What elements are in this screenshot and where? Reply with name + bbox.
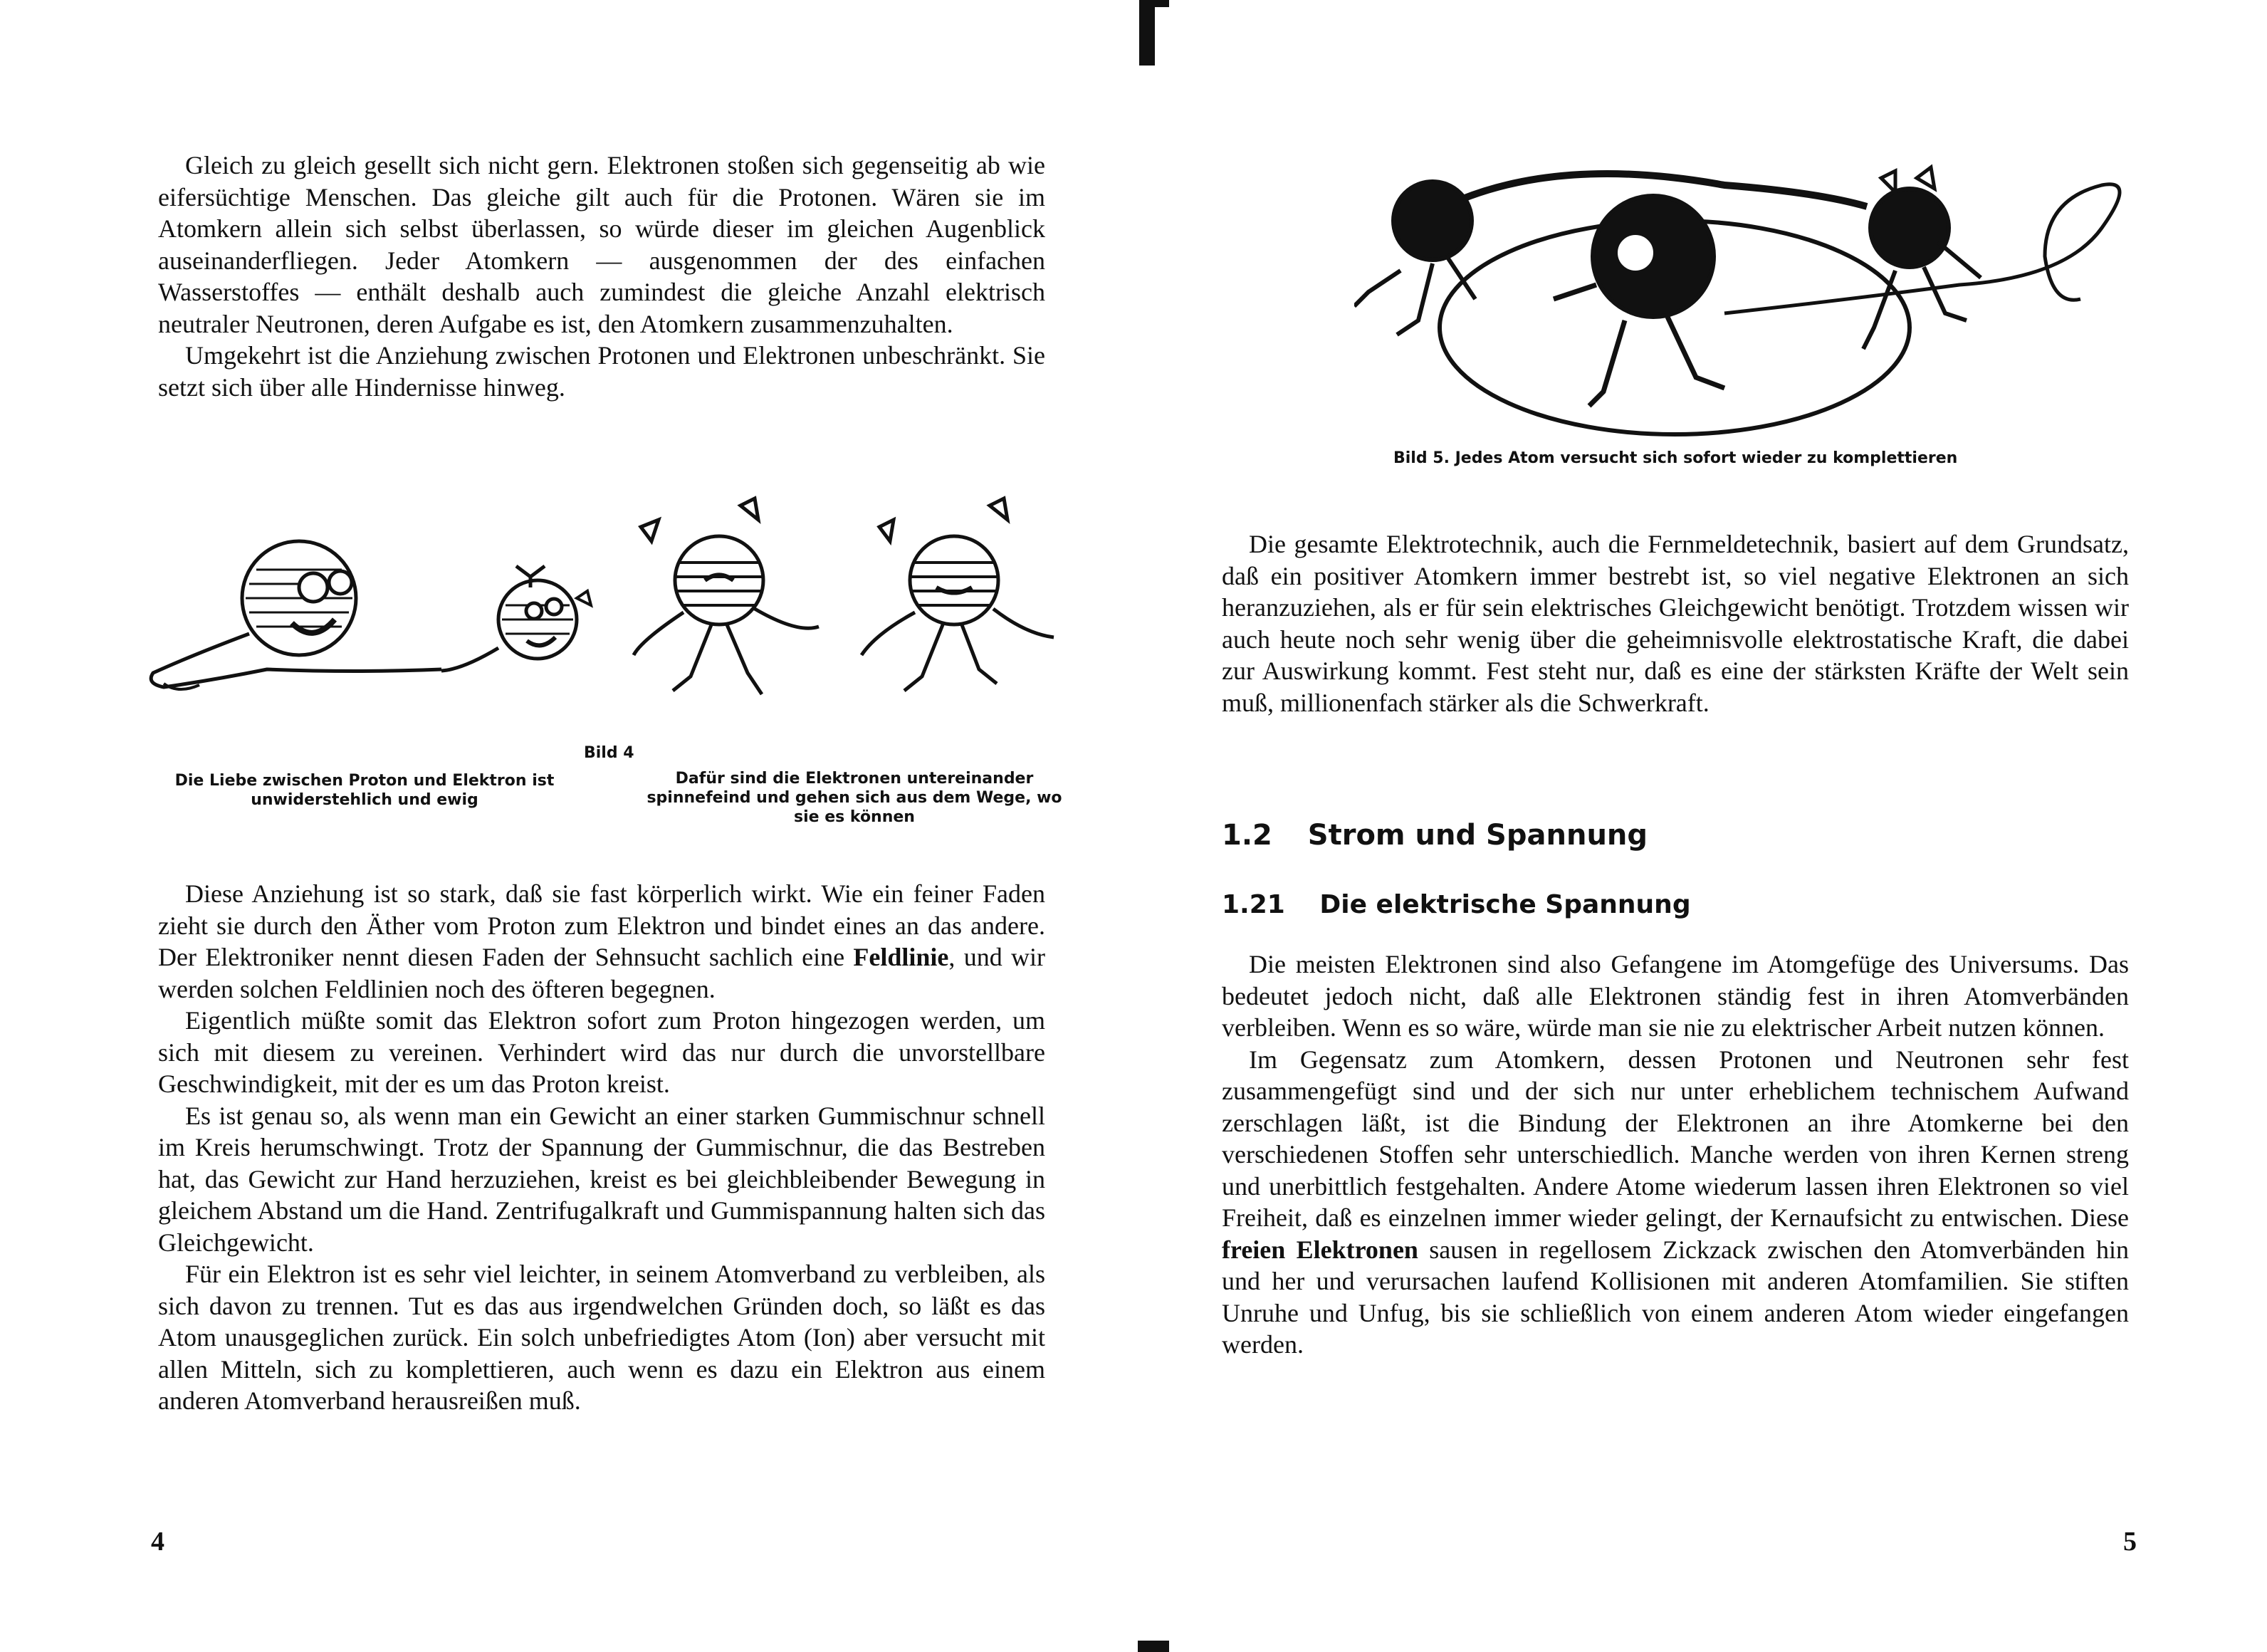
electron-left-dancer: [634, 498, 819, 694]
section-number: 1.2: [1222, 819, 1272, 852]
keyword-freie-elektronen: freien Elektronen: [1222, 1235, 1418, 1264]
paragraph: Es ist genau so, als wenn man ein Gewicht an einer starken Gummischnur schnell im Kreis herumschwingt. Trotz der Spannung der Gummischnur, die das Bestreben hat, das Gewicht zur Hand herzuziehen, kreist es bei gleichbleibender Bewegung in gleichem Abstand um die Hand. Zentrifugalkraft und Gummispannung halten sich das Gleichgewicht.: [158, 1101, 1045, 1257]
electron-right-dancer: [862, 498, 1054, 691]
paragraph: Diese Anziehung ist so stark, daß sie fast körperlich wirkt. Wie ein feiner Faden zieht sie durch den Äther vom Proton zum Elektron und bindet eines an das andere. Der Elektroniker nennt diesen Faden der Sehnsucht sachlich eine Feldlinie, und wir werden solchen Feldlinien noch des öfteren begegnen.: [158, 879, 1045, 1003]
paragraph: Gleich zu gleich gesellt sich nicht gern. Elektronen stoßen sich gegenseitig ab wie eifersüchtige Menschen. Das gleiche gilt auch für die Protonen. Wären sie im Atomkern allein sich selbst überlassen, so würde dieser im gleichen Augenblick auseinanderfliegen. Jeder Atomkern — ausgenommen der des einfachen Wasserstoffes — enthält deshalb auch zumindest die gleiche Anzahl elektrisch neutraler Neutronen, deren Aufgabe es ist, den Atomkern zusammenzuhalten.: [158, 151, 1045, 338]
proton-figure: [151, 541, 441, 689]
escaping-electron: [1393, 182, 1472, 260]
section-heading-1-21: [1222, 890, 1691, 919]
paragraph: Eigentlich müßte somit das Elektron sofort zum Proton hingezogen werden, um sich mit diesem zu vereinen. Verhindert wird das nur durch die unvorstellbare Geschwindigkeit, mit der es um das Proton kreist.: [158, 1006, 1045, 1098]
left-text-block-bottom: [158, 878, 1045, 1417]
section-number: 1.21: [1222, 890, 1285, 919]
bild-5-illustration: [1354, 157, 2159, 441]
caption-left: Die Liebe zwischen Proton und Elektron ist unwiderstehlich und ewig: [174, 772, 555, 809]
capturing-atom: [1870, 189, 1949, 267]
bild-4-illustration: [142, 491, 1068, 741]
paragraph: Umgekehrt ist die Anziehung zwischen Protonen und Elektronen unbeschränkt. Sie setzt sich über alle Hindernisse hinweg.: [158, 341, 1045, 402]
paragraph: Die meisten Elektronen sind also Gefangene im Atomgefüge des Universums. Das bedeutet jedoch nicht, daß alle Elektronen ständig fest in ihren Atomverbänden verbleiben. Wenn es so wäre, würde man sie nie zu elektrischer Arbeit nutzen können.: [1222, 950, 2129, 1042]
paragraph: Die gesamte Elektrotechnik, auch die Fernmeldetechnik, basiert auf dem Grundsatz, daß ein positiver Atomkern immer bestrebt ist, so viel negative Elektronen an sich heranzuziehen, als er für sein elektrisches Gleichgewicht benötigt. Trotzdem wissen wir auch heute noch sehr wenig über die geheimnisvolle elektrostatische Kraft, die dabei zur Auswirkung kommt. Fest steht nur, daß es eine der stärksten Kräfte der Welt sein muß, millionenfach stärker als die Schwerkraft.: [1222, 530, 2129, 717]
figure-label: Bild 4: [584, 744, 634, 762]
left-text-block-top: [158, 150, 1045, 403]
electron-small-figure: [441, 566, 591, 671]
page-number-right: 5: [2123, 1527, 2137, 1557]
right-page: [1134, 0, 2267, 1652]
right-text-block-bottom: [1222, 948, 2129, 1361]
section-title: Strom und Spannung: [1307, 819, 1648, 852]
section-heading-1-2: [1222, 819, 1648, 852]
section-title: Die elektrische Spannung: [1319, 890, 1691, 919]
right-text-block-top: [1222, 528, 2129, 718]
keyword-feldlinie: Feldlinie: [853, 943, 949, 971]
nucleus: [1593, 196, 1714, 317]
caption-right: Dafür sind die Elektronen untereinander spinnefeind und gehen sich aus dem Wege, wo sie es können: [646, 770, 1062, 826]
bild-5-caption: Bild 5. Jedes Atom versucht sich sofort wieder zu komplettieren: [1393, 449, 1958, 467]
paragraph: Im Gegensatz zum Atomkern, dessen Protonen und Neutronen sehr fest zusammengefügt sind und der sich nur unter erheblichem technischem Aufwand zerschlagen läßt, ist die Bindung der Elektronen an ihre Atomkerne bei den verschiedenen Stoffen sehr unterschiedlich. Manche werden von ihren Kernen streng und unerbittlich festgehalten. Andere Atome wiederum lassen ihren Elektronen so viel Freiheit, daß es einzelnen immer wieder gelingt, der Kernaufsicht zu entwischen. Diese freien Elektronen sausen in regellosem Zickzack zwischen den Atomverbänden hin und her und verursachen laufend Kollisionen mit anderen Atomfamilien. Sie stiften Unruhe und Unfug, bis sie schließlich von einem anderen Atom wieder eingefangen werden.: [1222, 1045, 2129, 1359]
page-number-left: 4: [151, 1527, 164, 1557]
paragraph: Für ein Elektron ist es sehr viel leichter, in seinem Atomverband zu verbleiben, als sich davon zu trennen. Tut es das aus irgendwelchen Gründen doch, so läßt es das Atom unausgeglichen zurück. Ein solch unbefriedigtes Atom (Ion) aber versucht mit allen Mitteln, sich zu komplettieren, auch wenn es dazu ein Elektron aus einem anderen Atomverband herausreißen muß.: [158, 1260, 1045, 1415]
